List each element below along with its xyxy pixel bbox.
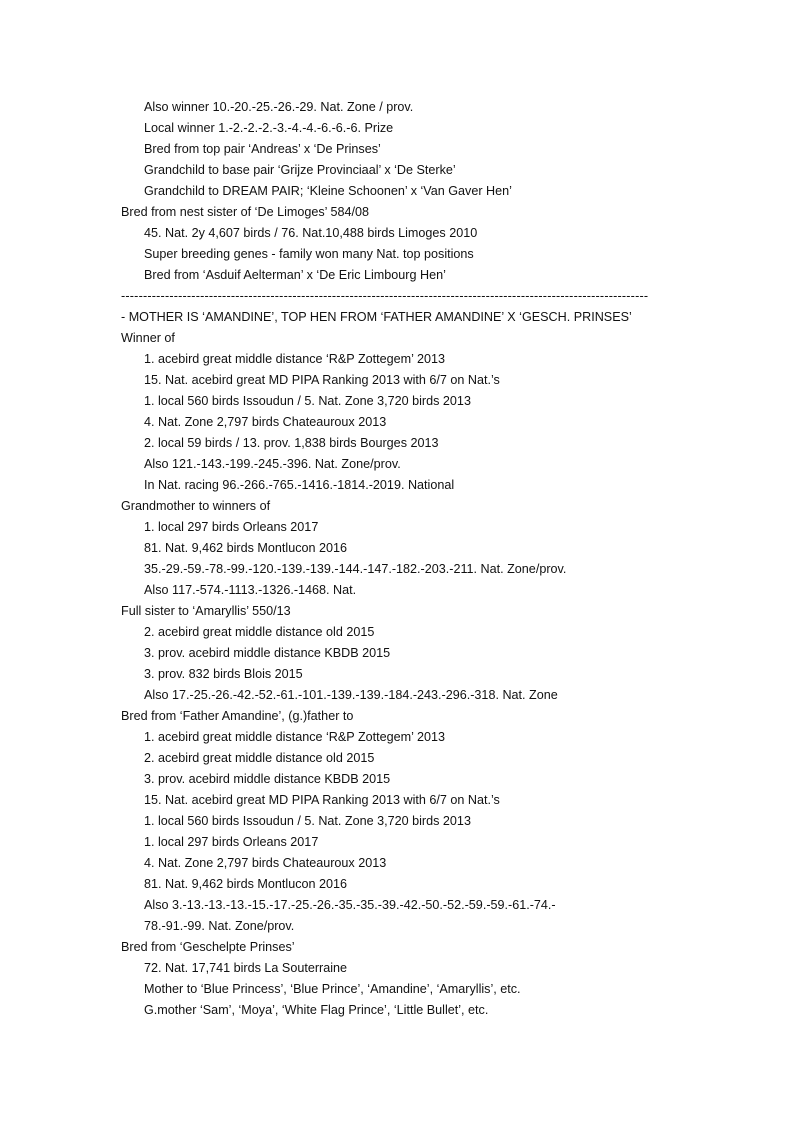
detail-line: 1. local 297 birds Orleans 2017 — [144, 520, 319, 534]
heading-line: Bred from ‘Geschelpte Prinses’ — [121, 940, 295, 954]
detail-line: 4. Nat. Zone 2,797 birds Chateauroux 2013 — [144, 415, 387, 429]
detail-line: 1. local 297 birds Orleans 2017 — [144, 835, 319, 849]
detail-line: 1. acebird great middle distance ‘R&P Zottegem’ 2013 — [144, 352, 446, 366]
detail-line: 3. prov. acebird middle distance KBDB 2015 — [144, 646, 391, 660]
detail-line: 3. prov. 832 birds Blois 2015 — [144, 667, 303, 681]
detail-line: Super breeding genes - family won many Nat. top positions — [144, 247, 474, 261]
detail-line: 2. acebird great middle distance old 2015 — [144, 751, 375, 765]
detail-line: 1. local 560 birds Issoudun / 5. Nat. Zone 3,720 birds 2013 — [144, 814, 471, 828]
detail-line: Mother to ‘Blue Princess’, ‘Blue Prince’, ‘Amandine’, ‘Amaryllis’, etc. — [144, 982, 521, 996]
detail-line: 15. Nat. acebird great MD PIPA Ranking 2013 with 6/7 on Nat.’s — [144, 373, 500, 387]
detail-line: 72. Nat. 17,741 birds La Souterraine — [144, 961, 348, 975]
detail-line: Also 121.-143.-199.-245.-396. Nat. Zone/prov. — [144, 457, 401, 471]
detail-line: 2. local 59 birds / 13. prov. 1,838 birds Bourges 2013 — [144, 436, 439, 450]
separator-rule: ------------------------------------------------------------------------------------------------------------------------ — [121, 289, 649, 303]
detail-line: 81. Nat. 9,462 birds Montlucon 2016 — [144, 877, 348, 891]
heading-line: - MOTHER IS ‘AMANDINE’, TOP HEN FROM ‘FATHER AMANDINE’ X ‘GESCH. PRINSES’ — [121, 310, 632, 324]
detail-line: 3. prov. acebird middle distance KBDB 2015 — [144, 772, 391, 786]
detail-line: 78.-91.-99. Nat. Zone/prov. — [144, 919, 295, 933]
heading-line: Bred from ‘Father Amandine’, (g.)father to — [121, 709, 354, 723]
detail-line: Also 3.-13.-13.-13.-15.-17.-25.-26.-35.-35.-39.-42.-50.-52.-59.-59.-61.-74.- — [144, 898, 556, 912]
heading-line: Full sister to ‘Amaryllis’ 550/13 — [121, 604, 291, 618]
heading-line: Winner of — [121, 331, 175, 345]
detail-line: Local winner 1.-2.-2.-2.-3.-4.-4.-6.-6.-6. Prize — [144, 121, 394, 135]
detail-line: Also 117.-574.-1113.-1326.-1468. Nat. — [144, 583, 357, 597]
document-body — [121, 97, 721, 1021]
detail-line: 45. Nat. 2y 4,607 birds / 76. Nat.10,488 birds Limoges 2010 — [144, 226, 478, 240]
detail-line: 1. local 560 birds Issoudun / 5. Nat. Zone 3,720 birds 2013 — [144, 394, 471, 408]
detail-line: Grandchild to base pair ‘Grijze Provinciaal’ x ‘De Sterke’ — [144, 163, 456, 177]
detail-line: Bred from ‘Asduif Aelterman’ x ‘De Eric Limbourg Hen’ — [144, 268, 446, 282]
detail-line: Also winner 10.-20.-25.-26.-29. Nat. Zone / prov. — [144, 100, 414, 114]
heading-line: Bred from nest sister of ‘De Limoges’ 584/08 — [121, 205, 370, 219]
detail-line: 81. Nat. 9,462 birds Montlucon 2016 — [144, 541, 348, 555]
detail-line: Grandchild to DREAM PAIR; ‘Kleine Schoonen’ x ‘Van Gaver Hen’ — [144, 184, 512, 198]
detail-line: 15. Nat. acebird great MD PIPA Ranking 2013 with 6/7 on Nat.’s — [144, 793, 500, 807]
detail-line: 1. acebird great middle distance ‘R&P Zottegem’ 2013 — [144, 730, 446, 744]
detail-line: Also 17.-25.-26.-42.-52.-61.-101.-139.-139.-184.-243.-296.-318. Nat. Zone — [144, 688, 558, 702]
detail-line: 4. Nat. Zone 2,797 birds Chateauroux 2013 — [144, 856, 387, 870]
detail-line: G.mother ‘Sam’, ‘Moya’, ‘White Flag Prince’, ‘Little Bullet’, etc. — [144, 1003, 489, 1017]
heading-line: Grandmother to winners of — [121, 499, 271, 513]
detail-line: 2. acebird great middle distance old 2015 — [144, 625, 375, 639]
detail-line: 35.-29.-59.-78.-99.-120.-139.-139.-144.-147.-182.-203.-211. Nat. Zone/prov. — [144, 562, 567, 576]
detail-line: In Nat. racing 96.-266.-765.-1416.-1814.-2019. National — [144, 478, 455, 492]
detail-line: Bred from top pair ‘Andreas’ x ‘De Prinses’ — [144, 142, 381, 156]
